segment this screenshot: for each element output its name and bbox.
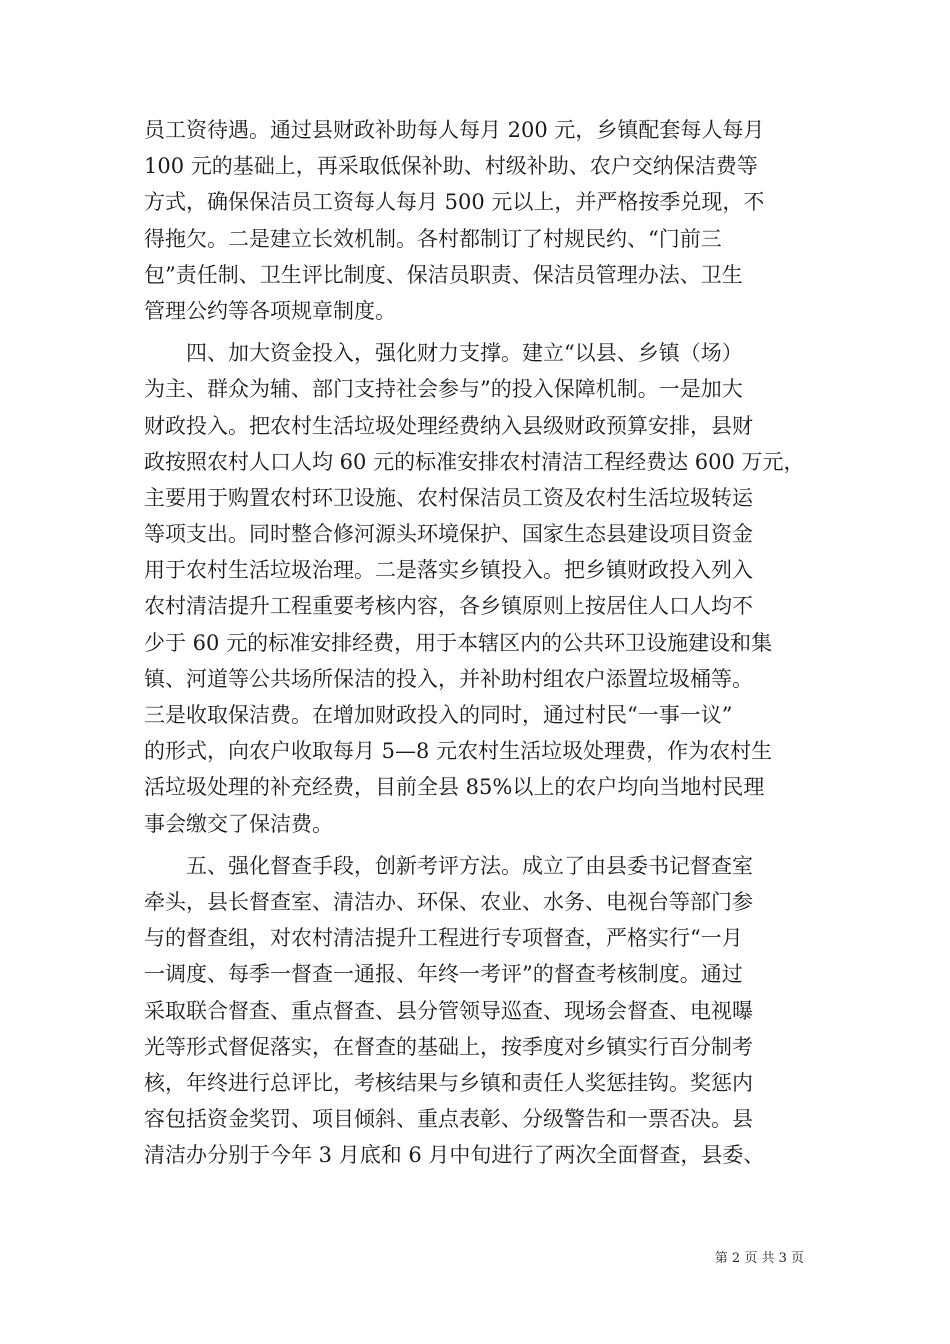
text-line: 用于农村生活垃圾治理。二是落实乡镇投入。把乡镇财政投入列入 [144,558,753,583]
text-line: 清洁办分别于今年 3 月底和 6 月中旬进行了两次全面督查，县委、 [144,1143,765,1168]
text-line: 为主、群众为辅、部门支持社会参与”的投入保障机制。一是加大 [144,377,743,402]
document-body [144,112,810,1173]
text-line: 主要用于购置农村环卫设施、农村保洁员工资及农村生活垃圾转运 [144,485,753,510]
text-line: 三是收取保洁费。在增加财政投入的同时，通过村民“一事一议” [144,703,733,727]
text-line: 得拖欠。二是建立长效机制。各村都制订了村规民约、“门前三 [144,226,722,251]
text-line: 等项支出。同时整合修河源头环境保护、国家生态县建设项目资金 [144,522,753,547]
text-line: 财政投入。把农村生活垃圾处理经费纳入县级财政预算安排，县财 [144,413,753,438]
text-line: 包”责任制、卫生评比制度、保洁员职责、保洁员管理办法、卫生 [144,262,743,287]
text-line: 事会缴交了保洁费。 [144,811,333,836]
text-line: 牵头，县长督查室、清洁办、环保、农业、水务、电视台等部门参 [144,889,753,914]
text-line: 镇、河道等公共场所保洁的投入，并补助村组农户添置垃圾桶等。 [144,666,753,691]
text-line: 光等形式督促落实，在督查的基础上，按季度对乡镇实行百分制考 [144,1034,753,1059]
text-line: 采取联合督查、重点督查、县分管领导巡查、现场会督查、电视曝 [144,998,753,1023]
text-line: 活垃圾处理的补充经费，目前全县 85%以上的农户均向当地村民理 [144,775,765,800]
text-line: 五、强化督查手段，创新考评方法。成立了由县委书记督查室 [144,853,753,878]
text-line: 员工资待遇。通过县财政补助每人每月 200 元，乡镇配套每人每月 [144,118,765,142]
text-line: 容包括资金奖罚、项目倾斜、重点表彰、分级警告和一票否决。县 [144,1107,753,1132]
text-line: 管理公约等各项规章制度。 [144,298,396,323]
text-line: 少于 60 元的标准安排经费，用于本辖区内的公共环卫设施建设和集 [144,630,773,655]
text-line: 方式，确保保洁员工资每人每月 500 元以上，并严格按季兑现，不 [144,190,765,215]
text-line: 核，年终进行总评比，考核结果与乡镇和责任人奖惩挂钩。奖惩内 [144,1070,753,1095]
text-line: 农村清洁提升工程重要考核内容，各乡镇原则上按居住人口人均不 [144,594,753,619]
text-line: 与的督查组，对农村清洁提升工程进行专项督查，严格实行“一月 [144,926,743,951]
page-number-footer: 第 2 页 共 3 页 [714,1251,804,1266]
text-line: 政按照农村人口人均 60 元的标准安排农村清洁工程经费达 600 万元， [144,449,805,474]
text-line: 一调度、每季一督查一通报、年终一考评”的督查考核制度。通过 [144,962,743,987]
text-line: 的形式，向农户收取每月 5—8 元农村生活垃圾处理费，作为农村生 [144,739,773,764]
text-line: 100 元的基础上，再采取低保补助、村级补助、农户交纳保洁费等 [144,154,758,179]
text-line: 四、加大资金投入，强化财力支撑。建立“以县、乡镇（场） [144,341,743,366]
